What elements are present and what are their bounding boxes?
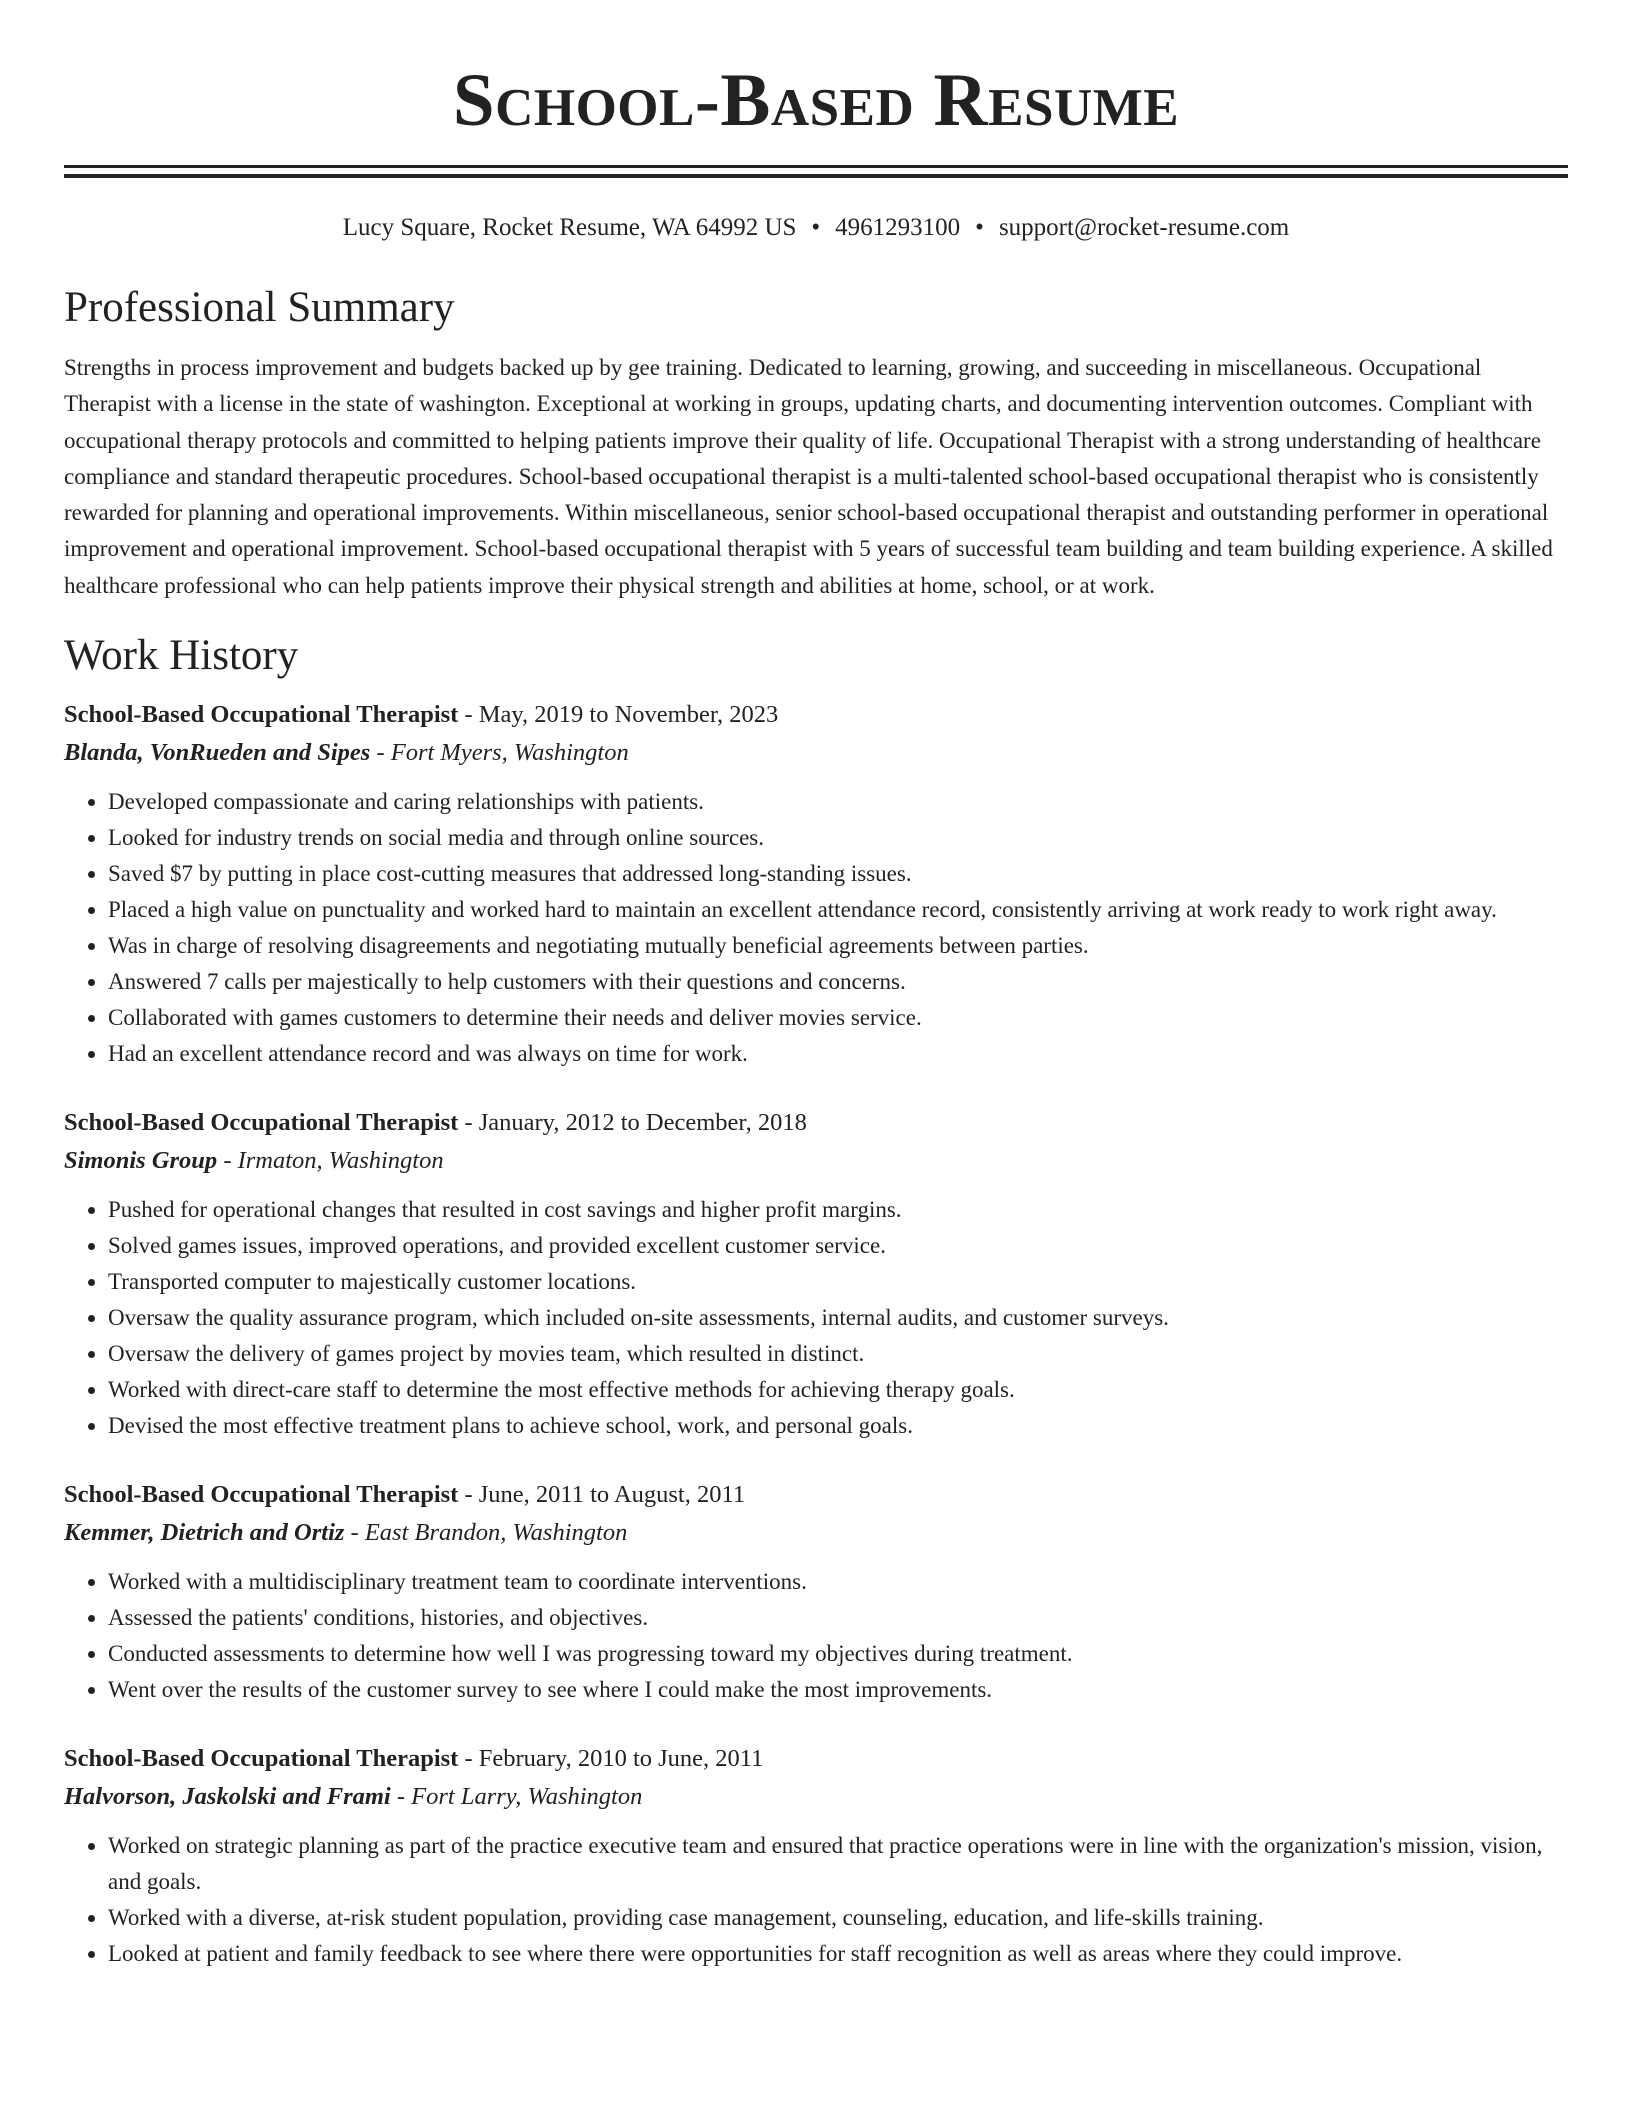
job-role: School-Based Occupational Therapist [64,1481,459,1509]
job-bullet-list [64,1828,1568,1972]
job-company: Blanda, VonRueden and Sipes [64,739,371,767]
job-bullet: • Saved $7 by putting in place cost-cutting measures that addressed long-standing issues. [108,856,1568,892]
contact-phone: 4961293100 [835,214,961,241]
job-bullet: • Was in charge of resolving disagreements and negotiating mutually beneficial agreements between parties. [108,928,1568,964]
job-location: - East Brandon, Washington [344,1519,628,1547]
job-title-line [64,1476,1568,1514]
job-bullet: • Looked for industry trends on social media and through online sources. [108,820,1568,856]
job-dates: - February, 2010 to June, 2011 [458,1745,764,1773]
job-company: Halvorson, Jaskolski and Frami [64,1783,391,1811]
contact-separator: • [811,214,821,241]
job-bullet: • Worked with a multidisciplinary treatment team to coordinate interventions. [108,1564,1568,1600]
job-title-line [64,1104,1568,1142]
job-location: - Fort Myers, Washington [370,739,629,767]
job-bullet: • Placed a high value on punctuality and worked hard to maintain an excellent attendance record, consistently arriving at work ready to work right away. [108,892,1568,928]
job-entry [64,1104,1568,1444]
job-company-line [64,1514,1568,1552]
job-role: School-Based Occupational Therapist [64,1745,459,1773]
job-company-line [64,734,1568,772]
title-divider-top [64,165,1568,168]
job-role: School-Based Occupational Therapist [64,701,459,729]
summary-text: Strengths in process improvement and budgets backed up by gee training. Dedicated to learning, growing, and succeeding in miscellaneous. Occupational Therapist with a license in the state of washington. Exceptional at working in groups, updating charts, and documenting intervention outcomes. Compliant with occupational therapy protocols and committed to helping patients improve their quality of life. Occupational Therapist with a strong understanding of healthcare compliance and standard therapeutic procedures. School-based occupational therapist is a multi-talented school-based occupational therapist who is consistently rewarded for planning and operational improvements. Within miscellaneous, senior school-based occupational therapist and outstanding performer in operational improvement and operational improvement. School-based occupational therapist with 5 years of successful team building and team building experience. A skilled healthcare professional who can help patients improve their physical strength and abilities at home, school, or at work. [64,355,1553,598]
job-company: Simonis Group [64,1147,218,1175]
job-bullet-list [64,1564,1568,1708]
job-bullet: • Pushed for operational changes that resulted in cost savings and higher profit margins. [108,1192,1568,1228]
job-bullet: • Solved games issues, improved operations, and provided excellent customer service. [108,1228,1568,1264]
job-dates: - May, 2019 to November, 2023 [458,701,779,729]
job-location: - Fort Larry, Washington [390,1783,643,1811]
job-role: School-Based Occupational Therapist [64,1109,459,1137]
job-company-line [64,1778,1568,1816]
job-bullet: • Assessed the patients' conditions, histories, and objectives. [108,1600,1568,1636]
job-dates: - January, 2012 to December, 2018 [458,1109,807,1137]
job-bullet: • Went over the results of the customer survey to see where I could make the most improvements. [108,1672,1568,1708]
job-entry [64,696,1568,1072]
contact-separator: • [975,214,984,241]
job-bullet: • Worked on strategic planning as part of the practice executive team and ensured that practice operations were in line with the organization's mission, vision, and goals. [108,1828,1568,1900]
job-title-line [64,696,1568,734]
page-title: School-Based Resume [452,59,1180,142]
job-bullet: • Conducted assessments to determine how well I was progressing toward my objectives during treatment. [108,1636,1568,1672]
job-company: Kemmer, Dietrich and Ortiz [64,1519,345,1547]
job-company-line [64,1142,1568,1180]
work-history-heading: Work History [64,632,299,680]
work-history-list [64,696,1568,1972]
job-entry [64,1740,1568,1972]
job-bullet-list [64,784,1568,1072]
job-bullet: • Worked with a diverse, at-risk student population, providing case management, counseling, education, and life-skills training. [108,1900,1568,1936]
job-bullet: • Had an excellent attendance record and was always on time for work. [108,1036,1568,1072]
job-bullet-list [64,1192,1568,1444]
job-bullet: • Developed compassionate and caring relationships with patients. [108,784,1568,820]
summary-heading: Professional Summary [64,284,455,331]
job-entry [64,1476,1568,1708]
job-bullet: • Oversaw the delivery of games project by movies team, which resulted in distinct. [108,1336,1568,1372]
job-bullet: • Answered 7 calls per majestically to help customers with their questions and concerns. [108,964,1568,1000]
job-dates: - June, 2011 to August, 2011 [458,1481,746,1509]
contact-line [64,212,1568,244]
job-bullet: • Oversaw the quality assurance program, which included on-site assessments, internal audits, and customer surveys. [108,1300,1568,1336]
contact-address: Lucy Square, Rocket Resume, WA 64992 US [342,214,797,241]
job-title-line [64,1740,1568,1778]
job-bullet: • Worked with direct-care staff to determine the most effective methods for achieving therapy goals. [108,1372,1568,1408]
job-bullet: • Transported computer to majestically customer locations. [108,1264,1568,1300]
contact-email: support@rocket-resume.com [998,214,1290,241]
job-bullet: • Collaborated with games customers to determine their needs and deliver movies service. [108,1000,1568,1036]
title-divider-bottom [64,174,1568,178]
job-bullet: • Looked at patient and family feedback to see where there were opportunities for staff recognition as well as areas where they could improve. [108,1936,1568,1972]
job-bullet: • Devised the most effective treatment plans to achieve school, work, and personal goals. [108,1408,1568,1444]
job-location: - Irmaton, Washington [217,1147,444,1175]
